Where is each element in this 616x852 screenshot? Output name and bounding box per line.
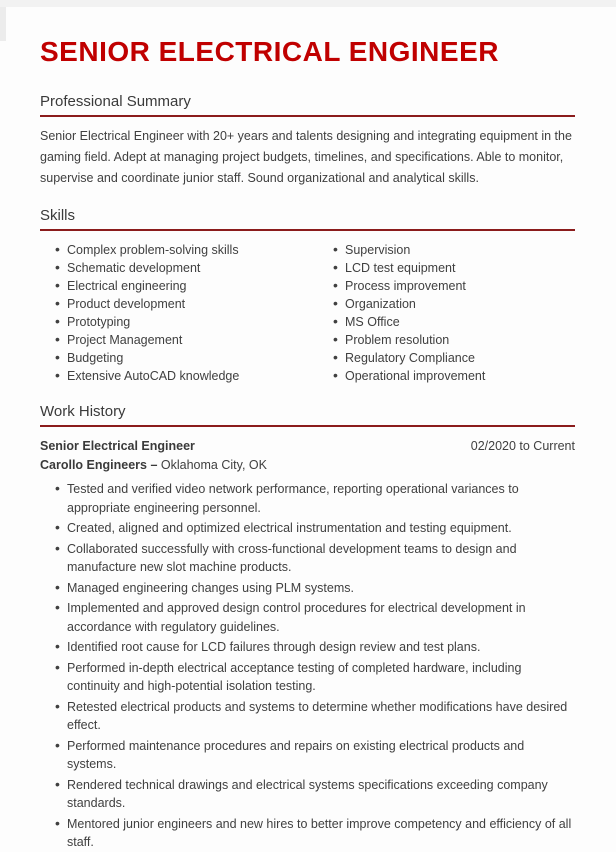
skills-columns <box>40 241 575 385</box>
skill-item: • Regulatory Compliance <box>318 349 575 367</box>
work-history-section <box>40 403 575 852</box>
company-line <box>40 456 575 475</box>
job-bullet: • Mentored junior engineers and new hires to better improve competency and efficiency of all staff. <box>40 815 575 852</box>
work-history-heading: Work History <box>40 403 575 427</box>
skill-item: • Schematic development <box>40 259 318 277</box>
job-bullet: • Tested and verified video network performance, reporting operational variances to appropriate engineering personnel. <box>40 480 575 517</box>
job-bullet: • Created, aligned and optimized electrical instrumentation and testing equipment. <box>40 519 575 538</box>
job-bullet: • Performed maintenance procedures and repairs on existing electrical products and systems. <box>40 737 575 774</box>
job-title: Senior Electrical Engineer <box>40 439 195 453</box>
skills-heading: Skills <box>40 207 575 231</box>
skill-item: • Extensive AutoCAD knowledge <box>40 367 318 385</box>
job-bullet: • Performed in-depth electrical acceptance testing of completed hardware, including continuity and high-potential isolation testing. <box>40 659 575 696</box>
job-dates: 02/2020 to Current <box>470 439 575 453</box>
skill-item: • Process improvement <box>318 277 575 295</box>
job-bullet: • Collaborated successfully with cross-functional development teams to design and manufacture new slot machine products. <box>40 540 575 577</box>
job-bullet: • Retested electrical products and systems to determine whether modifications have desired effect. <box>40 698 575 735</box>
professional-summary-section <box>40 93 575 189</box>
skill-item: • Operational improvement <box>318 367 575 385</box>
skill-item: • MS Office <box>318 313 575 331</box>
company-location: Oklahoma City, OK <box>160 458 267 472</box>
skills-list-right <box>318 241 575 385</box>
skill-item: • Complex problem-solving skills <box>40 241 318 259</box>
professional-summary-heading: Professional Summary <box>40 93 575 117</box>
job-header <box>40 437 575 456</box>
job-bullet: • Identified root cause for LCD failures through design review and test plans. <box>40 638 575 657</box>
job-bullet: • Rendered technical drawings and electrical systems specifications exceeding company standards. <box>40 776 575 813</box>
skills-list-left <box>40 241 318 385</box>
skill-item: • LCD test equipment <box>318 259 575 277</box>
job-entry <box>40 437 575 852</box>
skill-item: • Project Management <box>40 331 318 349</box>
company-location-separator: – <box>150 458 158 472</box>
job-bullet-list <box>40 480 575 852</box>
resume-content <box>0 7 616 852</box>
company-name: Carollo Engineers <box>40 458 147 472</box>
skills-section <box>40 207 575 385</box>
skill-item: • Product development <box>40 295 318 313</box>
resume-title: SENIOR ELECTRICAL ENGINEER <box>40 36 499 67</box>
skill-item: • Prototyping <box>40 313 318 331</box>
job-bullet: • Managed engineering changes using PLM systems. <box>40 579 575 598</box>
job-bullet: • Implemented and approved design control procedures for electrical development in accordance with regulatory guidelines. <box>40 599 575 636</box>
skill-item: • Electrical engineering <box>40 277 318 295</box>
skill-item: • Problem resolution <box>318 331 575 349</box>
skill-item: • Budgeting <box>40 349 318 367</box>
skill-item: • Organization <box>318 295 575 313</box>
professional-summary-text: Senior Electrical Engineer with 20+ years and talents designing and integrating equipment in the gaming field. Adept at managing project budgets, timelines, and specifications. Able to monitor, supervise and coordinate junior staff. Sound organizational and analytical skills. <box>40 129 572 185</box>
skill-item: • Supervision <box>318 241 575 259</box>
